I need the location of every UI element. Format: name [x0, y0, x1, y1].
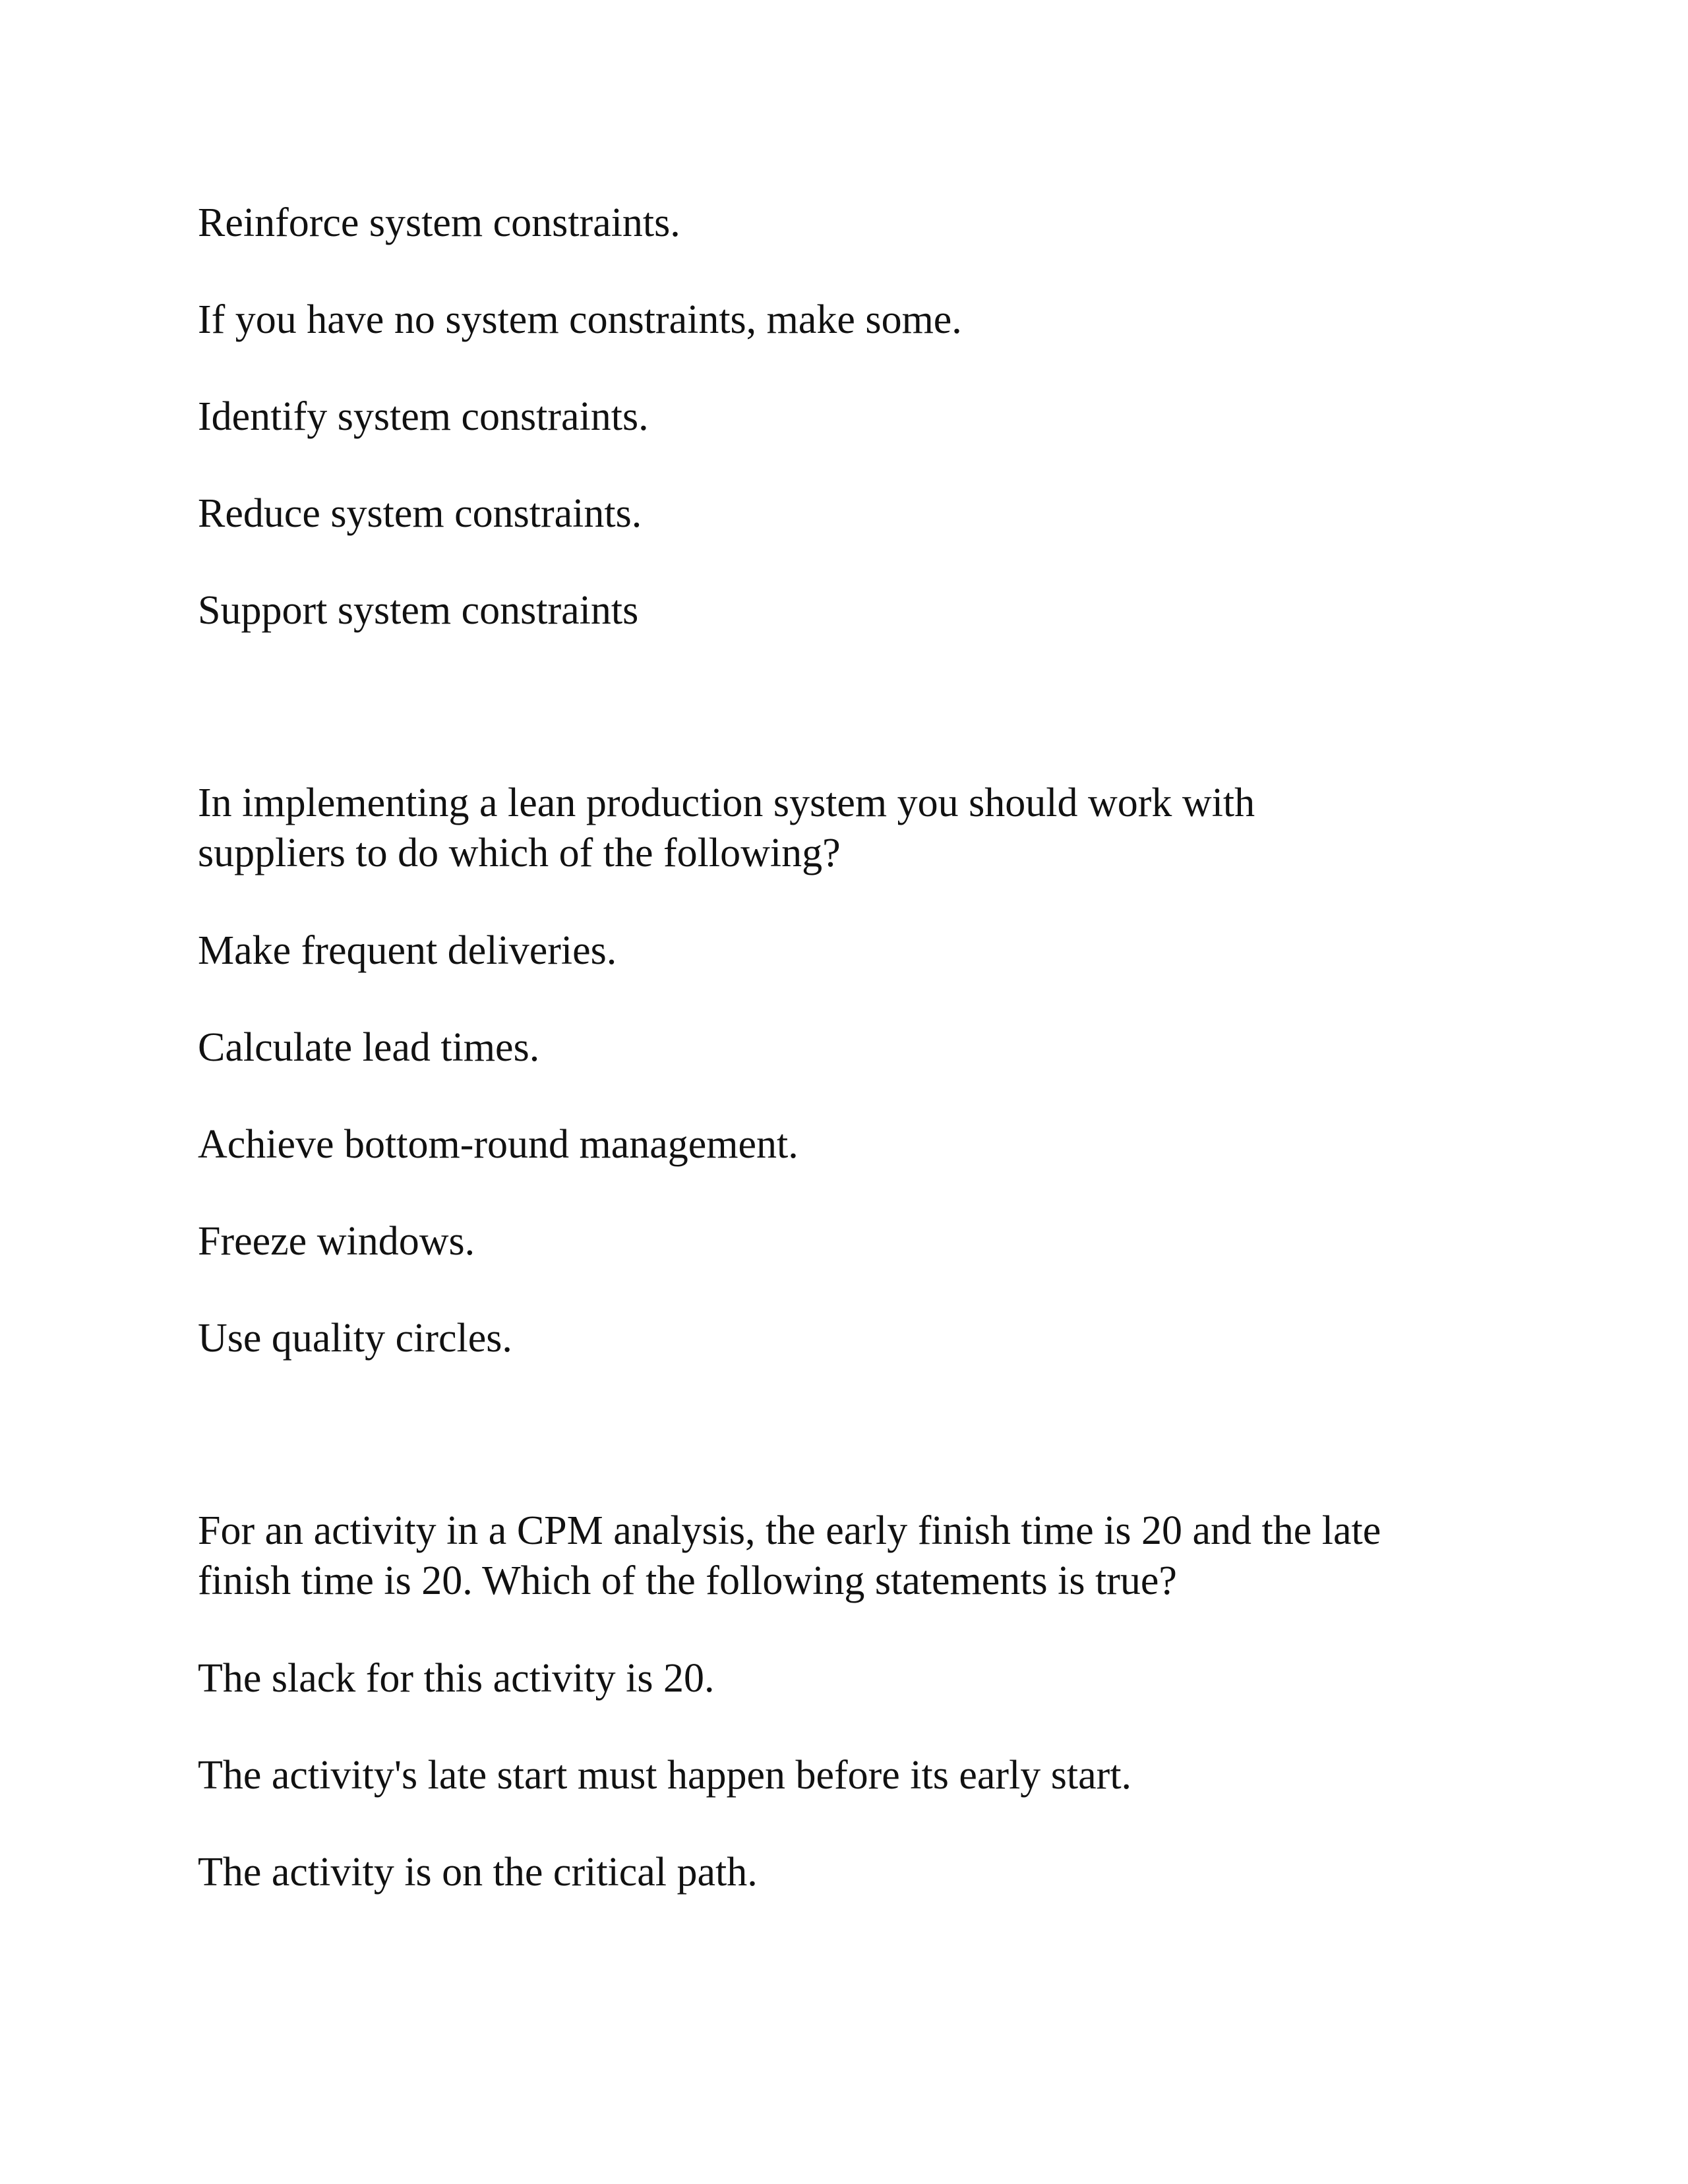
answer-option: Reinforce system constraints.	[198, 200, 680, 245]
question-text: finish time is 20. Which of the following statements is true?	[198, 1558, 1177, 1603]
answer-option: Calculate lead times.	[198, 1025, 540, 1070]
answer-option: Identify system constraints.	[198, 394, 649, 439]
answer-option: Reduce system constraints.	[198, 491, 642, 536]
answer-option: The activity is on the critical path.	[198, 1850, 758, 1895]
answer-option: If you have no system constraints, make some.	[198, 297, 962, 342]
answer-option: Make frequent deliveries.	[198, 928, 617, 973]
answer-option: The slack for this activity is 20.	[198, 1656, 715, 1701]
answer-option: Use quality circles.	[198, 1316, 512, 1361]
answer-option: Support system constraints	[198, 588, 639, 633]
answer-option: The activity's late start must happen before its early start.	[198, 1753, 1132, 1798]
answer-option: Freeze windows.	[198, 1219, 475, 1264]
answer-option: Achieve bottom-round management.	[198, 1122, 799, 1167]
question-text: suppliers to do which of the following?	[198, 831, 841, 875]
question-text: For an activity in a CPM analysis, the early finish time is 20 and the late	[198, 1508, 1381, 1553]
question-text: In implementing a lean production system you should work with	[198, 781, 1255, 825]
